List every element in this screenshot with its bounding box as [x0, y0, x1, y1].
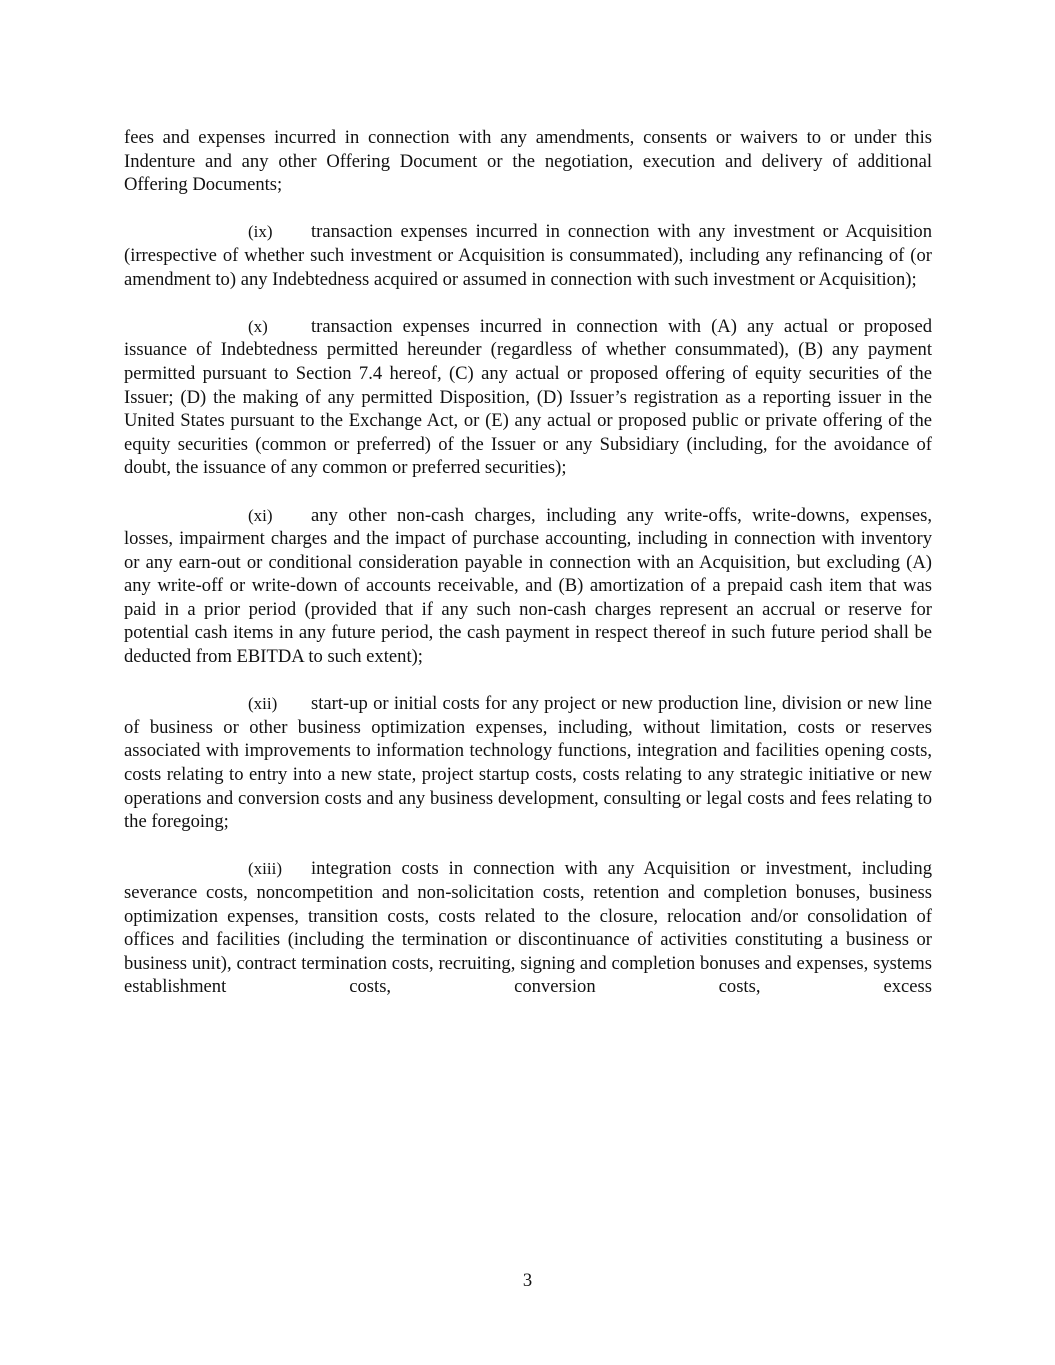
clause-text: any other non-cash charges, including any write-offs, write-downs, expenses, losses, impairment charges and the impact of purchase accounting, including in connection with inventory or any earn-out or conditional consideration payable in connection with an Acquisition, but excluding (A) any write-off or write-down of accounts receivable, and (B) amortization of a prepaid cash item that was paid in a prior period (provided that if any such non-cash charges represent an accrual or reserve for potential cash items in any future period, the cash payment in respect thereof in such future period shall be deducted from EBITDA to such extent);	[124, 504, 932, 668]
paragraph-continuation	[124, 126, 932, 197]
clause-xi	[124, 504, 932, 669]
document-page	[124, 126, 932, 1023]
clause-number: (xii)	[248, 694, 278, 714]
clause-text: transaction expenses incurred in connection with (A) any actual or proposed issuance of Indebtedness permitted hereunder (regardless of whether consummated), (B) any payment permitted pursuant to Section 7.4 hereof, (C) any actual or proposed offering of equity securities of the Issuer; (D) the making of any permitted Disposition, (D) Issuer’s registration as a reporting issuer in the United States pursuant to the Exchange Act, or (E) any actual or proposed public or private offering of the equity securities (common or preferred) of the Issuer or any Subsidiary (including, for the avoidance of doubt, the issuance of any common or preferred securities);	[124, 315, 932, 479]
clause-xiii	[124, 857, 932, 999]
paragraph-text: fees and expenses incurred in connection with any amendments, consents or waivers to or under this Indenture and any other Offering Document or the negotiation, execution and delivery of additional Offering Documents;	[124, 127, 932, 196]
clause-text: transaction expenses incurred in connection with any investment or Acquisition (irrespective of whether such investment or Acquisition is consummated), including any refinancing of (or amendment to) any Indebtedness acquired or assumed in connection with such investment or Acquisition);	[124, 221, 932, 290]
clause-number: (ix)	[248, 222, 273, 242]
clause-ix	[124, 220, 932, 291]
clause-number: (xiii)	[248, 859, 282, 879]
clause-text: start-up or initial costs for any project or new production line, division or new line of business or other business optimization expenses, including, without limitation, costs or reserves associated with improvements to information technology functions, integration and facilities opening costs, costs relating to entry into a new state, project startup costs, costs relating to any strategic initiative or new operations and conversion costs and any business development, consulting or legal costs and fees relating to the foregoing;	[124, 693, 932, 833]
clause-number: (x)	[248, 316, 268, 336]
clause-text: integration costs in connection with any Acquisition or investment, including severance costs, noncompetition and non-solicitation costs, retention and completion bonuses, business optimization expenses, transition costs, costs related to the closure, relocation and/or consolidation of offices and facilities (including the termination or discontinuance of activities constituting a business or business unit), contract termination costs, recruiting, signing and completion bonuses and expenses, systems establishment costs, conversion costs, excess	[124, 858, 932, 998]
clause-x	[124, 315, 932, 480]
page-number: 3	[522, 1270, 533, 1291]
clause-xii	[124, 692, 932, 834]
clause-number: (xi)	[248, 505, 273, 525]
